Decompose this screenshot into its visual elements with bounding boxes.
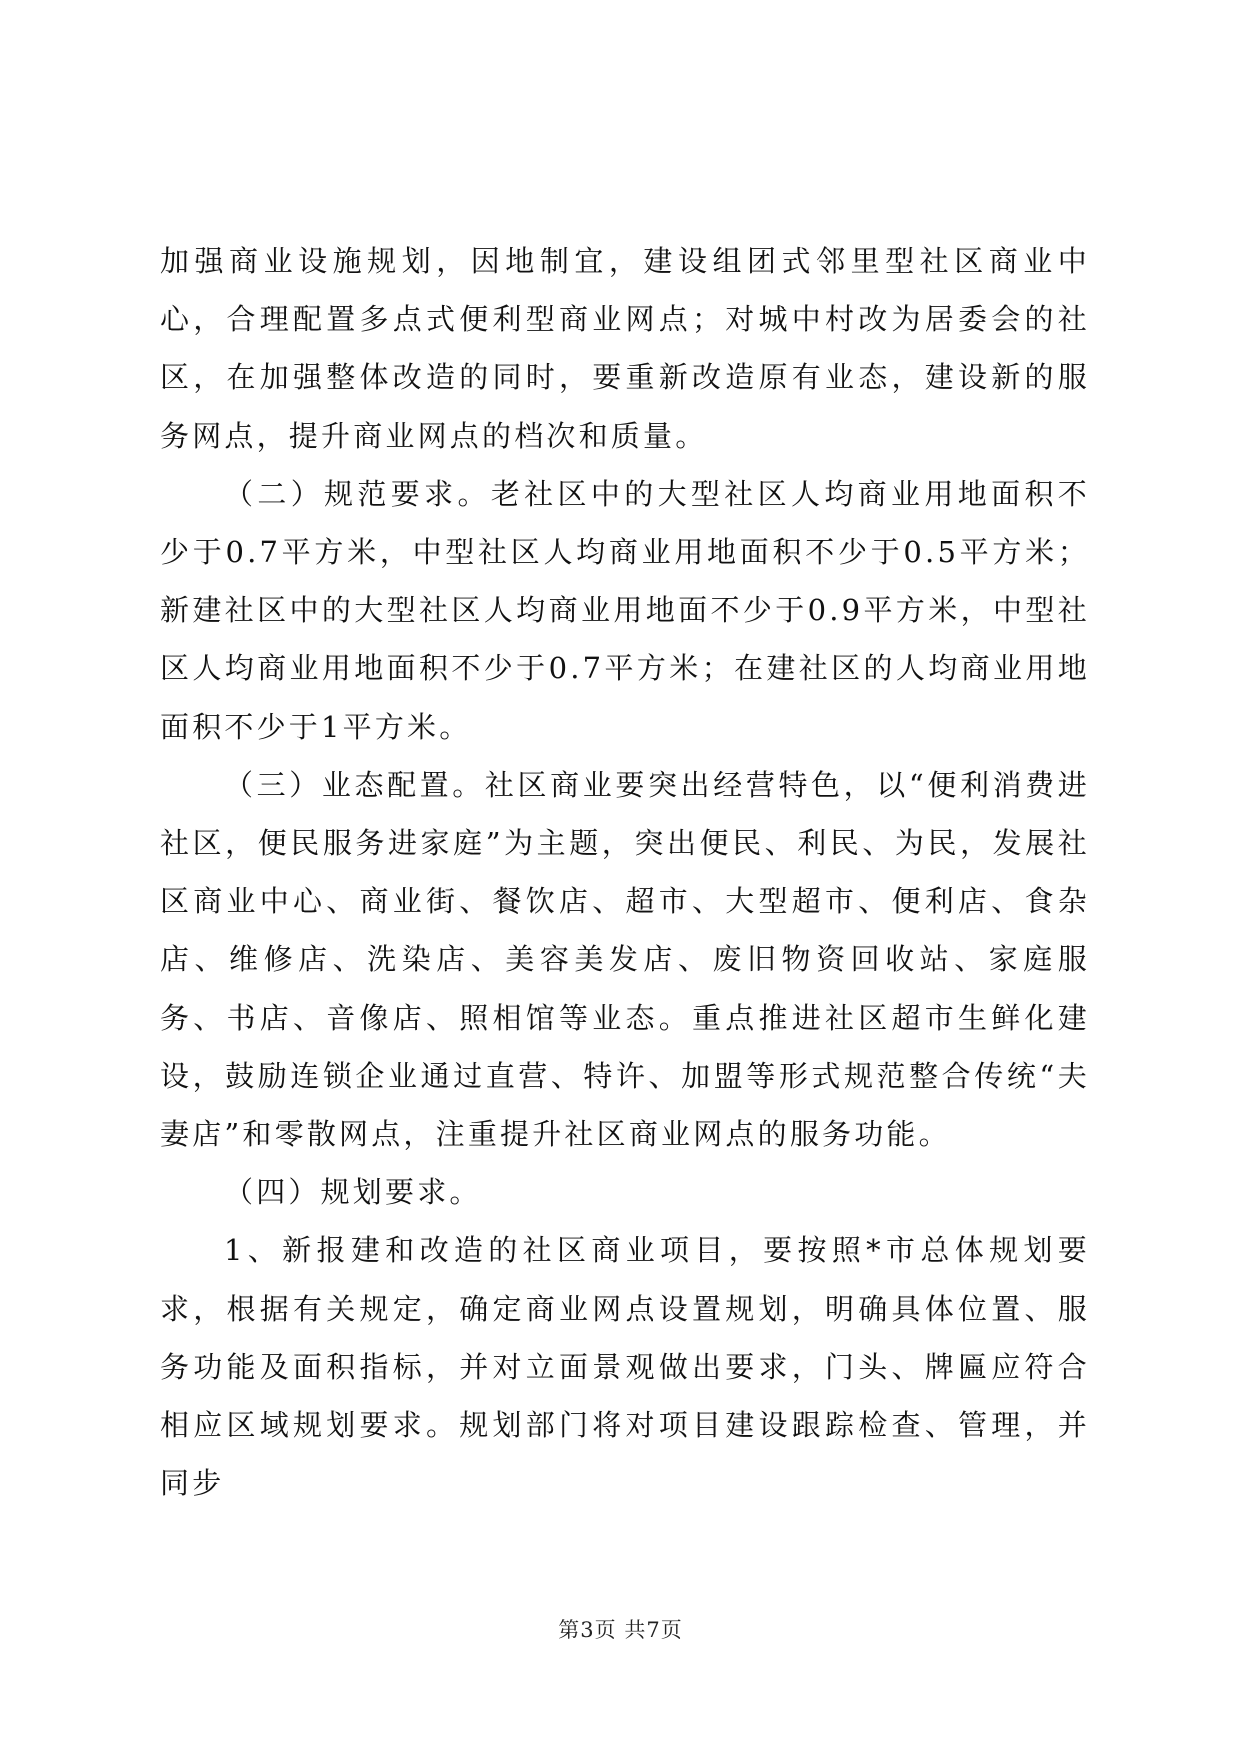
page-footer: 第3页 共7页 bbox=[558, 1618, 683, 1642]
paragraph-item-1: 1、新报建和改造的社区商业项目，要按照*市总体规划要求，根据有关规定，确定商业网点设置规划，明确具体位置、服务功能及面积指标，并对立面景观做出要求，门头、牌匾应符合相应区域规划要求。规划部门将对项目建设跟踪检查、管理，并同步 bbox=[160, 1233, 1090, 1501]
paragraph-planning-requirements-heading: （四）规划要求。 bbox=[224, 1175, 482, 1210]
paragraph-standard-requirements: （二）规范要求。老社区中的大型社区人均商业用地面积不少于0.7平方米，中型社区人均商业用地面积不少于0.5平方米；新建社区中的大型社区人均商业用地面不少于0.9平方米，中型社区人均商业用地面积不少于0.7平方米；在建社区的人均商业用地面积不少于1平方米。 bbox=[160, 476, 1090, 744]
paragraph-business-configuration: （三）业态配置。社区商业要突出经营特色，以“便利消费进社区，便民服务进家庭”为主题，突出便民、利民、为民，发展社区商业中心、商业街、餐饮店、超市、大型超市、便利店、食杂店、维修店、洗染店、美容美发店、废旧物资回收站、家庭服务、书店、音像店、照相馆等业态。重点推进社区超市生鲜化建设，鼓励连锁企业通过直营、特许、加盟等形式规范整合传统“夫妻店”和零散网点，注重提升社区商业网点的服务功能。 bbox=[160, 767, 1090, 1152]
document-body bbox=[160, 232, 1090, 1512]
paragraph-continuation: 加强商业设施规划，因地制宜，建设组团式邻里型社区商业中心，合理配置多点式便利型商业网点；对城中村改为居委会的社区，在加强整体改造的同时，要重新改造原有业态，建设新的服务网点，提升商业网点的档次和质量。 bbox=[160, 244, 1090, 453]
